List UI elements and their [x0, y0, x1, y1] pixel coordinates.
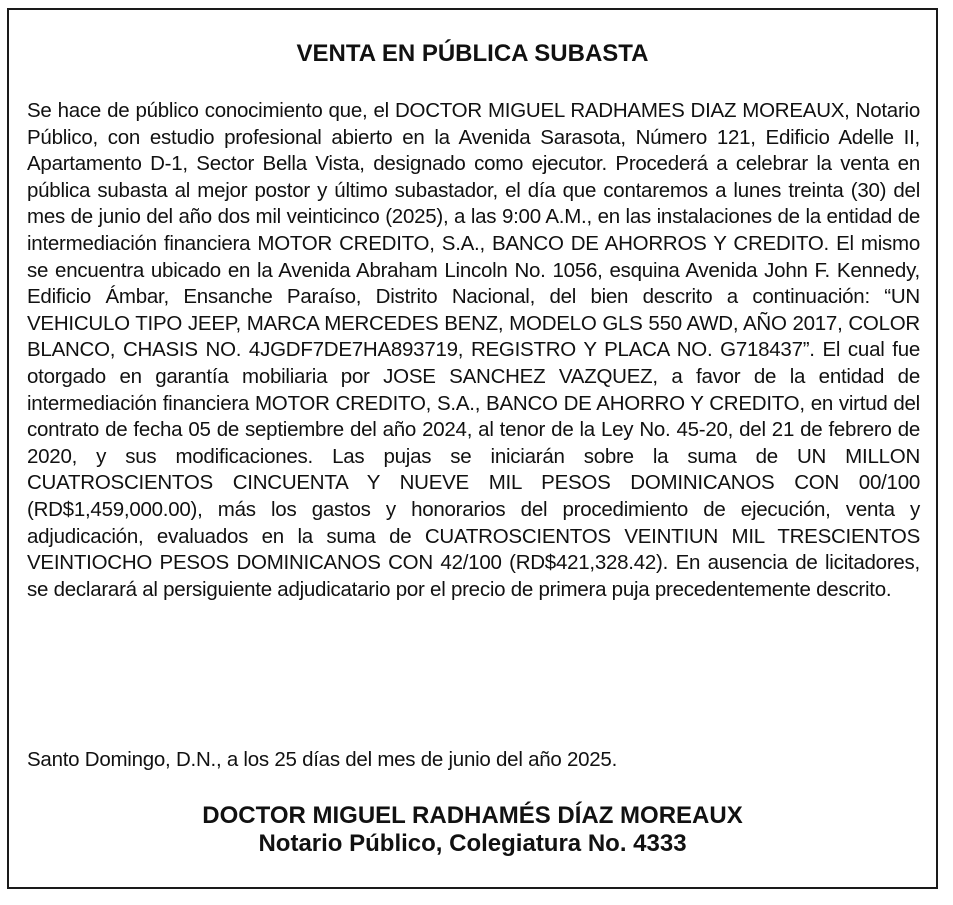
auction-notice — [7, 8, 938, 889]
signature-name: DOCTOR MIGUEL RADHAMÉS DÍAZ MOREAUX — [202, 802, 743, 829]
notice-body: Se hace de público conocimiento que, el DOCTOR MIGUEL RADHAMES DIAZ MOREAUX, Notario Público, con estudio profesional abierto en la Avenida Sarasota, Número 121, Edificio Adelle II, Apartamento D-1, Sector Bella Vista, designado como ejecutor. Procederá a celebrar la venta en pública subasta al mejor postor y último subastador, el día que contaremos a lunes treinta (30) del mes de junio del año dos mil veinticinco (2025), a las 9:00 A.M., en las instalaciones de la entidad de intermediación financiera MOTOR CREDITO, S.A., BANCO DE AHORROS Y CREDITO. El mismo se encuentra ubicado en la Avenida Abraham Lincoln No. 1056, esquina Avenida John F. Kennedy, Edificio Ámbar, Ensanche Paraíso, Distrito Nacional, del bien descrito a continuación: “UN VEHICULO TIPO JEEP, MARCA MERCEDES BENZ, MODELO GLS 550 AWD, AÑO 2017, COLOR BLANCO, CHASIS NO. 4JGDF7DE7HA893719, REGISTRO Y PLACA NO. G718437”. El cual fue otorgado en garantía mobiliaria por JOSE SANCHEZ VAZQUEZ, a favor de la entidad de intermediación financiera MOTOR CREDITO, S.A., BANCO DE AHORRO Y CREDITO, en virtud del contrato de fecha 05 de septiembre del año 2024, al tenor de la Ley No. 45-20, del 21 de febrero de 2020, y sus modificaciones. Las pujas se iniciarán sobre la suma de UN MILLON CUATROSCIENTOS CINCUENTA Y NUEVE MIL PESOS DOMINICANOS CON 00/100 (RD$1,459,000.00), más los gastos y honorarios del procedimiento de ejecución, venta y adjudicación, evaluados en la suma de CUATROSCIENTOS VEINTIUN MIL TRESCIENTOS VEINTIOCHO PESOS DOMINICANOS CON 42/100 (RD$421,328.42). En ausencia de licitadores, se declarará al persiguiente adjudicatario por el precio de primera puja precedentemente descrito. — [27, 99, 920, 601]
signature-title: Notario Público, Colegiatura No. 4333 — [258, 830, 687, 857]
notice-title: VENTA EN PÚBLICA SUBASTA — [296, 40, 649, 67]
signature-block — [9, 802, 936, 858]
notice-date-line: Santo Domingo, D.N., a los 25 días del mes de junio del año 2025. — [27, 748, 618, 771]
